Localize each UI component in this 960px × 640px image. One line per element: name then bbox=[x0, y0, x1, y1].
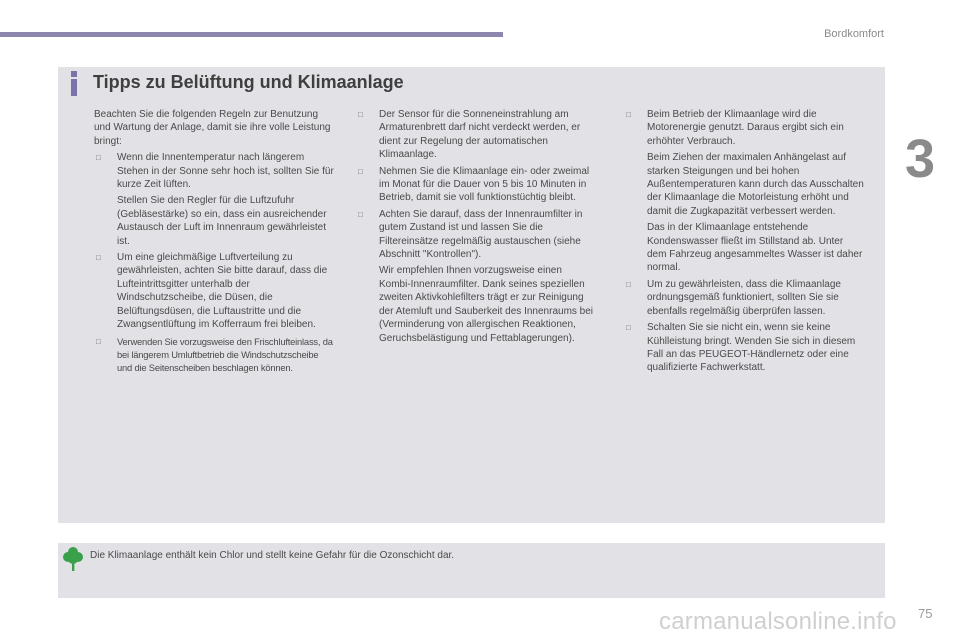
bullet-icon: □ bbox=[358, 110, 363, 119]
list-item: □ Achten Sie darauf, dass der Innenraumfilter in gutem Zustand ist und lassen Sie die Filtereinsätze regelmäßig austauschen (siehe Abschnitt "Kontrollen"). bbox=[358, 208, 583, 261]
page-title: Tipps zu Belüftung und Klimaanlage bbox=[93, 72, 404, 92]
watermark: carmanualsonline.info bbox=[659, 608, 897, 635]
eco-note-text: Die Klimaanlage enthält kein Chlor und stellt keine Gefahr für die Ozonschicht dar. bbox=[90, 550, 455, 561]
list-item: □ Um eine gleichmäßige Luftverteilung zu gewährleisten, achten Sie bitte darauf, dass die Lufteintrittsgitter unterhalb der Windschutzscheibe, die Düsen, die Belüftungsdüsen, die Luftaustritte und die Zwangsentlüftung im Kofferraum frei bleiben. bbox=[96, 252, 328, 331]
column-1 bbox=[94, 108, 334, 378]
list-item-continuation: Beim Ziehen der maximalen Anhängelast auf starken Steigungen und bei hohen Außentemperaturen kann durch das Ausschalten der Klimaanlage die Motorleistung erhöht und damit die Zugkapazität verbessert werden. bbox=[647, 152, 864, 217]
bullet-icon: □ bbox=[626, 110, 631, 119]
list-item-continuation: Das in der Klimaanlage entstehende Kondenswasser fließt im Stillstand ab. Unter dem Fahrzeug angesammeltes Wasser ist daher normal. bbox=[647, 222, 863, 274]
section-name: Bordkomfort bbox=[824, 28, 884, 40]
page-number: 75 bbox=[918, 606, 933, 621]
list-item: □ Wenn die Innentemperatur nach längerem Stehen in der Sonne sehr hoch ist, sollten Sie für kurze Zeit lüften. bbox=[96, 152, 334, 191]
header-accent-bar bbox=[0, 32, 503, 37]
bullet-icon: □ bbox=[626, 279, 631, 289]
bullet-icon: □ bbox=[358, 166, 363, 176]
bullet-icon: □ bbox=[96, 253, 101, 263]
intro-text: Beachten Sie die folgenden Regeln zur Benutzung und Wartung der Anlage, damit sie ihre volle Leistung bringt: bbox=[94, 109, 331, 147]
list-item: □ Beim Betrieb der Klimaanlage wird die Motorenergie genutzt. Daraus ergibt sich ein erhöhter Verbrauch. bbox=[626, 109, 844, 147]
column-3 bbox=[624, 108, 864, 378]
list-item-continuation: Wir empfehlen Ihnen vorzugsweise einen Kombi-Innenraumfilter. Dank seines speziellen zweiten Aktivkohlefilters trägt er zur Reinigung der Atemluft und Sauberkeit des Innenraums bei (Verminderung von allergischen Reaktionen, Geruchsbelästigung und Fettablagerungen). bbox=[379, 265, 594, 344]
chapter-number: 3 bbox=[905, 129, 936, 189]
list-item: □ Der Sensor für die Sonneneinstrahlung am Armaturenbrett darf nicht verdeckt werden, er dient zur Regelung der automatischen Klimaanlage. bbox=[358, 109, 581, 161]
bullet-icon: □ bbox=[626, 323, 631, 333]
info-icon bbox=[69, 71, 79, 98]
leaf-icon bbox=[63, 546, 83, 572]
bullet-icon: □ bbox=[358, 209, 363, 219]
list-item: □ Um zu gewährleisten, dass die Klimaanlage ordnungsgemäß funktioniert, sollten Sie sie ebenfalls regelmäßig überprüfen lassen. bbox=[626, 278, 841, 317]
list-item-continuation: Stellen Sie den Regler für die Luftzufuhr (Gebläsestärke) so ein, dass ein ausreichender Austausch der Luft im Innenraum gewährleistet ist. bbox=[117, 195, 327, 247]
list-item: □ Schalten Sie sie nicht ein, wenn sie keine Kühlleistung bringt. Wenden Sie sich in diesem Fall an das PEUGEOT-Händlernetz oder eine qualifizierte Fachwerkstatt. bbox=[626, 322, 856, 374]
list-item: □ Verwenden Sie vorzugsweise den Frischlufteinlass, da bei längerem Umluftbetrieb die Windschutzscheibe und die Seitenscheiben beschlagen können. bbox=[96, 335, 333, 374]
bullet-icon: □ bbox=[96, 153, 101, 163]
column-2 bbox=[356, 108, 596, 348]
list-item: □ Nehmen Sie die Klimaanlage ein- oder zweimal im Monat für die Dauer von 5 bis 10 Minuten in Betrieb, damit sie voll funktionstüchtig bleibt. bbox=[358, 165, 590, 204]
bullet-icon: □ bbox=[96, 336, 101, 346]
